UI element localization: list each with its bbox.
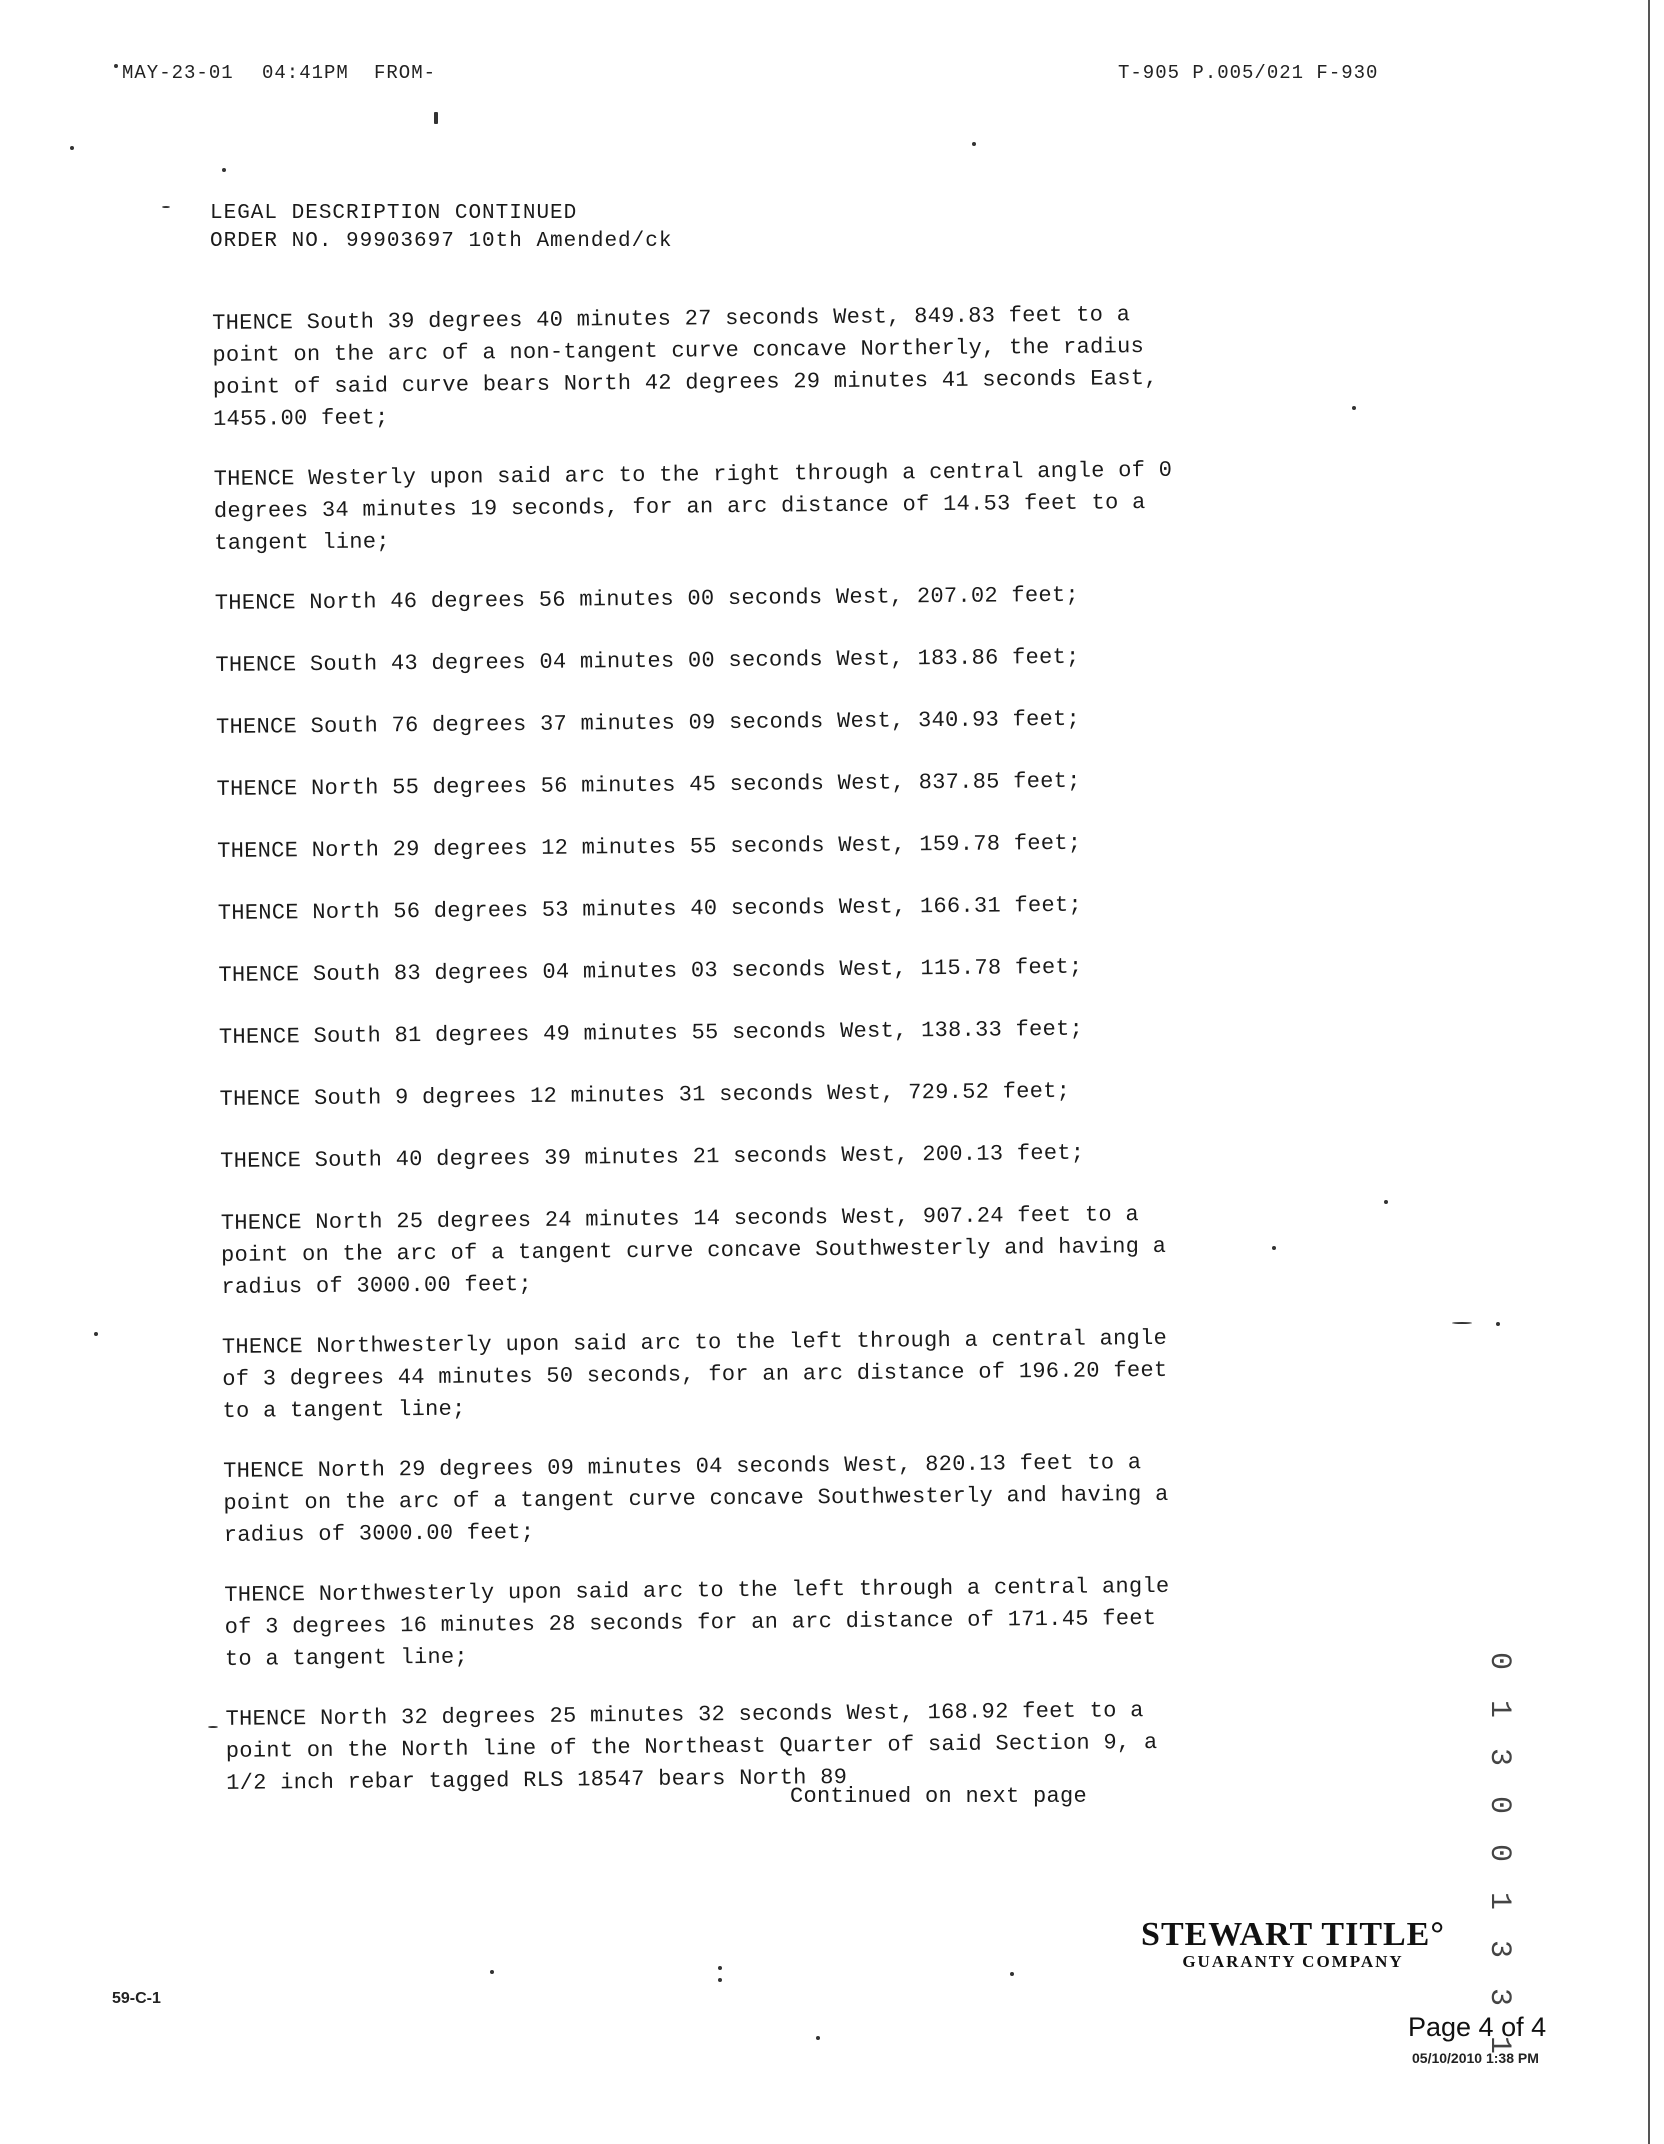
continued-note: Continued on next page [790, 1784, 1088, 1809]
side-stamp-number: 0 1 3 0 0 1 3 3 1 [1482, 1652, 1516, 2061]
description-paragraph: THENCE Northwesterly upon said arc to the left through a central angle of 3 degrees 44 minutes 50 seconds, for an arc distance of 196.20 feet to a tangent line; [221, 1325, 1168, 1424]
legal-description-body [212, 299, 1187, 1828]
scan-speck [490, 1970, 494, 1974]
description-paragraph: THENCE South 9 degrees 12 minutes 31 seconds West, 729.52 feet; [219, 1078, 1071, 1112]
side-stamp [1482, 1512, 1556, 2061]
description-paragraph: THENCE North 29 degrees 09 minutes 04 seconds West, 820.13 feet to a point on the arc of a tangent curve concave Southwesterly and having a radius of 3000.00 feet; [223, 1450, 1169, 1548]
scan-speck [114, 64, 118, 68]
fax-header-date: MAY-23-01 [122, 62, 234, 84]
logo-main-text: STEWART TITLE° [1141, 1916, 1445, 1953]
scan-speck [162, 206, 170, 208]
scan-speck [1452, 1322, 1472, 1324]
scan-speck [208, 1726, 218, 1728]
scan-speck [94, 1332, 98, 1336]
scan-speck [434, 112, 438, 124]
scan-speck [718, 1966, 722, 1970]
print-timestamp: 05/10/2010 1:38 PM [1412, 2050, 1539, 2066]
description-paragraph: THENCE North 56 degrees 53 minutes 40 seconds West, 166.31 feet; [217, 892, 1083, 926]
scan-speck [1496, 1322, 1500, 1326]
scan-speck [70, 146, 74, 150]
description-paragraph: THENCE Westerly upon said arc to the right through a central angle of 0 degrees 34 minutes 19 seconds, for an arc distance of 14.53 feet to a tangent line; [213, 457, 1173, 556]
scan-speck [1352, 406, 1356, 410]
description-paragraph: THENCE North 29 degrees 12 minutes 55 seconds West, 159.78 feet; [217, 830, 1082, 864]
page-edge-line [1648, 0, 1650, 2144]
logo-sub-text: GUARANTY COMPANY [1182, 1952, 1404, 1971]
fax-header-from: FROM- [374, 62, 437, 84]
description-paragraph: THENCE South 76 degrees 37 minutes 09 seconds West, 340.93 feet; [215, 706, 1081, 740]
scan-speck [1272, 1246, 1276, 1250]
description-paragraph: THENCE South 43 degrees 04 minutes 00 seconds West, 183.86 feet; [215, 644, 1080, 678]
scan-speck [972, 142, 976, 146]
description-paragraph: THENCE South 81 degrees 49 minutes 55 seconds West, 138.33 feet; [218, 1016, 1084, 1050]
scan-speck [1010, 1972, 1014, 1976]
description-paragraph: THENCE South 40 degrees 39 minutes 21 seconds West, 200.13 feet; [220, 1140, 1085, 1174]
form-code: 59-C-1 [112, 1990, 161, 2007]
scan-speck [222, 168, 226, 172]
description-paragraph: THENCE North 32 degrees 25 minutes 32 seconds West, 168.92 feet to a point on the North line of the Northeast Quarter of said Section 9, a 1/2 inch rebar tagged RLS 18547 bears North 89 [225, 1698, 1158, 1796]
description-paragraph: THENCE North 55 degrees 56 minutes 45 seconds West, 837.85 feet; [216, 768, 1081, 802]
scan-speck [816, 2036, 820, 2040]
section-heading: LEGAL DESCRIPTION CONTINUED [210, 202, 578, 225]
description-paragraph: THENCE South 39 degrees 40 minutes 27 seconds West, 849.83 feet to a point on the arc of a non-tangent curve concave Northerly, the radius point of said curve bears North 42 degrees 29 minutes 41 seconds East, 1455.00 feet; [212, 302, 1158, 432]
description-paragraph: THENCE South 83 degrees 04 minutes 03 seconds West, 115.78 feet; [218, 954, 1083, 988]
page-number: Page 4 of 4 [1408, 2012, 1547, 2042]
order-number: ORDER NO. 99903697 10th Amended/ck [210, 230, 673, 253]
fax-header-transmission-info: T-905 P.005/021 F-930 [1118, 62, 1379, 84]
description-paragraph: THENCE Northwesterly upon said arc to the left through a central angle of 3 degrees 16 minutes 28 seconds for an arc distance of 171.45 feet to a tangent line; [224, 1573, 1170, 1672]
description-paragraph: THENCE North 25 degrees 24 minutes 14 seconds West, 907.24 feet to a point on the arc of a tangent curve concave Southwesterly and having a radius of 3000.00 feet; [220, 1202, 1167, 1300]
fax-header-time: 04:41PM [262, 62, 349, 84]
scan-speck [718, 1978, 722, 1982]
description-paragraph: THENCE North 46 degrees 56 minutes 00 seconds West, 207.02 feet; [214, 582, 1080, 616]
scan-speck [1384, 1200, 1388, 1204]
company-logo [1093, 1916, 1493, 1972]
